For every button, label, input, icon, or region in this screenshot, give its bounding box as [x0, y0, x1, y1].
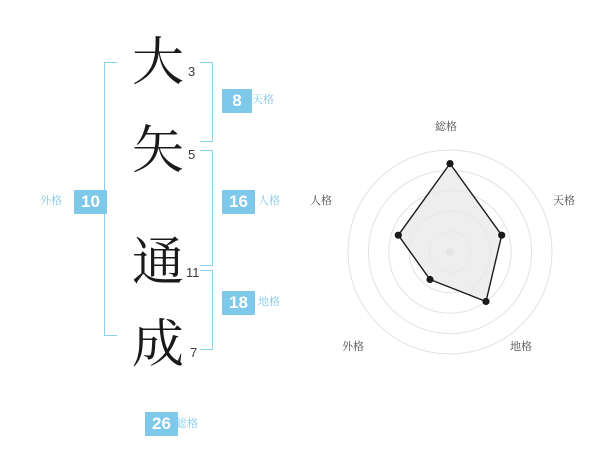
stroke-count-1: 3 [188, 64, 196, 79]
radar-chart [310, 110, 590, 390]
label-chikaku: 地格 [258, 296, 280, 308]
stroke-count-2: 5 [188, 147, 196, 162]
axis-label-gaikaku: 外格 [342, 341, 364, 353]
label-tenkaku: 天格 [252, 94, 274, 106]
axis-label-tenkaku: 天格 [553, 195, 575, 207]
value-tenkaku: 8 [222, 89, 252, 113]
value-gaikaku: 10 [74, 190, 107, 214]
kanji-char-1: 大 [131, 35, 184, 92]
label-jinkaku: 人格 [258, 195, 280, 207]
label-soukaku: 総格 [176, 418, 198, 430]
bracket-tenkaku [200, 62, 213, 142]
axis-label-soukaku: 総格 [435, 121, 457, 133]
stroke-count-4: 7 [190, 345, 198, 360]
kanji-char-2: 矢 [131, 123, 184, 180]
value-chikaku: 18 [222, 291, 255, 315]
bracket-chikaku [200, 270, 213, 350]
value-jinkaku: 16 [222, 190, 255, 214]
axis-label-jinkaku: 人格 [310, 195, 332, 207]
kanji-char-4: 成 [131, 317, 184, 374]
value-soukaku: 26 [145, 412, 178, 436]
stroke-count-3: 11 [186, 265, 200, 280]
kanji-char-3: 通 [131, 235, 184, 292]
axis-label-chikaku: 地格 [510, 341, 532, 353]
bracket-jinkaku [200, 150, 213, 266]
label-gaikaku: 外格 [40, 195, 62, 207]
